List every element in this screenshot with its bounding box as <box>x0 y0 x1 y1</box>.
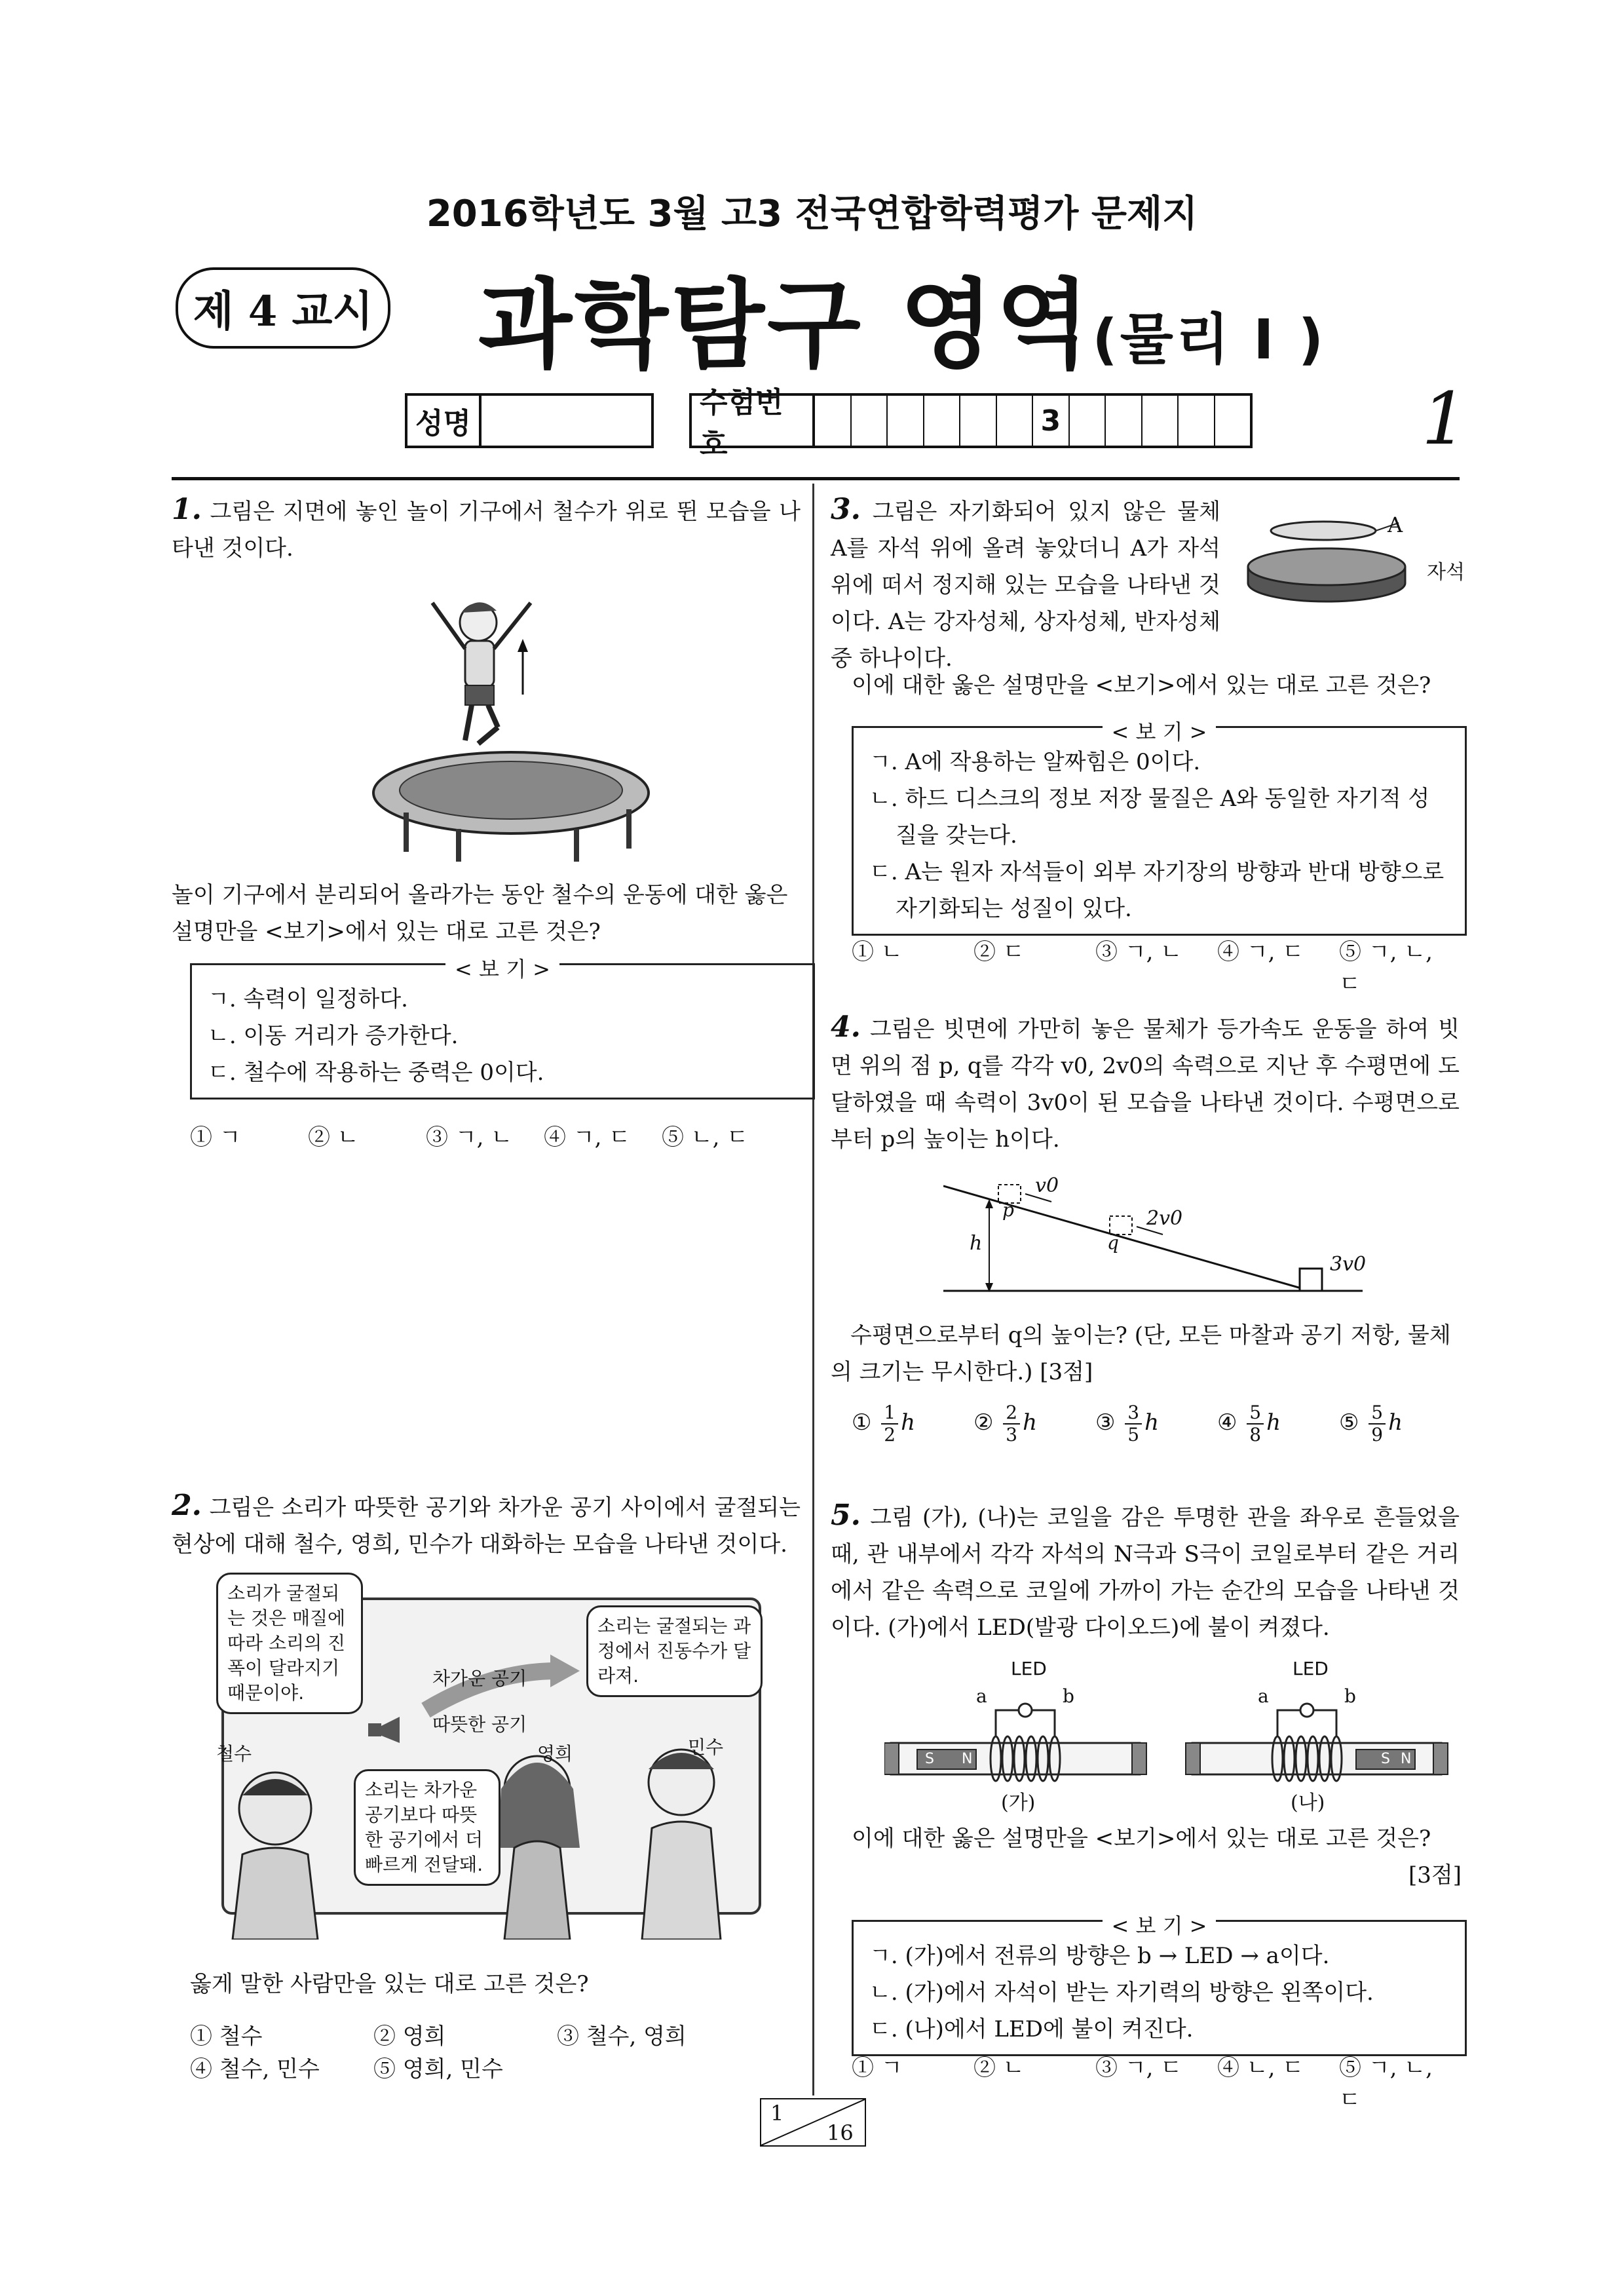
exam-title: 2016학년도 3월 고3 전국연합학력평가 문제지 <box>426 193 1198 235</box>
caption-na: (나) <box>1291 1791 1325 1814</box>
label-v0: v0 <box>1035 1174 1059 1197</box>
question-text: 그림은 지면에 놓인 놀이 기구에서 철수가 위로 뛴 모습을 나타낸 것이다. <box>172 499 801 562</box>
bogi-item: ㄱ. (가)에서 전류의 방향은 b → LED → a이다. <box>869 1943 1330 1969</box>
question-2-prompt: 옳게 말한 사람만을 있는 대로 고른 것은? <box>190 1971 589 1997</box>
question-number: 1. <box>172 493 202 526</box>
name-box <box>405 393 654 448</box>
option[interactable]: ① ㄴ <box>852 939 903 965</box>
cold-air-label: 차가운 공기 <box>432 1668 527 1689</box>
option[interactable]: ② ㄴ <box>308 1124 359 1151</box>
question-4 <box>831 1009 1460 1158</box>
question-number: 4. <box>831 1010 861 1044</box>
question-number: 3. <box>831 493 861 526</box>
bogi-item: ㄱ. A에 작용하는 알짜힘은 0이다. <box>869 749 1201 775</box>
bogi-item: ㄴ. 하드 디스크의 정보 저장 물질은 A와 동일한 자기적 성질을 갖는다. <box>869 786 1430 849</box>
magnet-illustration <box>1241 505 1464 603</box>
name-field <box>482 396 651 446</box>
id-digit <box>888 396 924 446</box>
bogi-item: ㄱ. 속력이 일정하다. <box>208 986 408 1012</box>
option[interactable]: ③ 철수, 영희 <box>557 2023 687 2050</box>
coil-illustration <box>884 1658 1474 1815</box>
warm-air-label: 따뜻한 공기 <box>432 1713 527 1735</box>
question-4-prompt: 수평면으로부터 q의 높이는? (단, 모든 마찰과 공기 저항, 물체의 크기는 무시한다.) [3점] <box>831 1322 1451 1385</box>
label-2v0: 2v0 <box>1146 1207 1183 1230</box>
id-digit <box>1142 396 1179 446</box>
option[interactable]: ⑤ $\frac{5}{9}$ h <box>1339 1402 1403 1445</box>
question-5-prompt: 이에 대한 옳은 설명만을 <보기>에서 있는 대로 고른 것은? <box>852 1826 1431 1852</box>
name-minsu: 민수 <box>688 1736 724 1758</box>
question-2-options-row1 <box>190 2018 740 2050</box>
question-5 <box>831 1497 1460 1646</box>
header-rule <box>172 477 1460 480</box>
question-text: 그림 (가), (나)는 코일을 감은 투명한 관을 좌우로 흔들었을 때, 관 내부에서 각각 자석의 N극과 S극이 코일로부터 같은 거리에서 같은 속력으로 코일에 가까이 가는 순간의 모습을 나타낸 것이다. (가)에서 LED(발광 다이오드)에 불이 켜졌다. <box>831 1504 1460 1641</box>
option[interactable]: ③ ㄱ, ㄷ <box>1095 2055 1182 2081</box>
bogi-title: < 보 기 > <box>1103 1913 1217 1938</box>
question-1 <box>172 491 801 567</box>
question-2 <box>172 1487 801 1563</box>
question-3-options <box>852 934 1461 998</box>
name-chulsu: 철수 <box>216 1743 252 1765</box>
option[interactable]: ① ㄱ <box>190 1124 241 1151</box>
trampoline-illustration <box>367 577 662 865</box>
page-number: 1 <box>1422 377 1467 461</box>
label-magnet: 자석 <box>1427 561 1465 584</box>
bogi-title: < 보 기 > <box>445 957 559 982</box>
speech-bubble-younghee: 소리는 차가운 공기보다 따뜻한 공기에서 더 빠르게 전달돼. <box>354 1769 500 1886</box>
question-1-bogi <box>190 957 815 1100</box>
led-label: LED <box>1011 1658 1047 1679</box>
pole-s: S <box>925 1751 934 1767</box>
question-3-bogi <box>852 719 1467 936</box>
terminal-b: b <box>1063 1685 1074 1707</box>
option[interactable]: ⑤ ㄱ, ㄴ, ㄷ <box>1339 2055 1433 2113</box>
pole-n: N <box>962 1751 973 1767</box>
option[interactable]: ③ ㄱ, ㄴ <box>426 1124 513 1151</box>
option[interactable]: ② $\frac{2}{3}$ h <box>973 1402 1038 1445</box>
option[interactable]: ① $\frac{1}{2}$ h <box>852 1402 916 1445</box>
question-5-points: [3점] <box>1408 1862 1462 1888</box>
question-1-options <box>190 1119 780 1151</box>
bogi-item: ㄴ. (가)에서 자석이 받는 자기력의 방향은 왼쪽이다. <box>869 1980 1374 2006</box>
option[interactable]: ② ㄷ <box>973 939 1025 965</box>
option[interactable]: ⑤ 영희, 민수 <box>373 2056 503 2082</box>
bogi-item: ㄷ. A는 원자 자석들이 외부 자기장의 방향과 반대 방향으로 자기화되는 성질이 있다. <box>869 859 1445 922</box>
bogi-title: < 보 기 > <box>1103 719 1217 744</box>
id-digit <box>1106 396 1142 446</box>
option[interactable]: ① ㄱ <box>852 2055 903 2081</box>
incline-illustration <box>943 1173 1376 1297</box>
id-digit <box>997 396 1034 446</box>
id-digit <box>1070 396 1106 446</box>
pole-n: N <box>1401 1751 1412 1767</box>
question-3-prompt: 이에 대한 옳은 설명만을 <보기>에서 있는 대로 고른 것은? <box>852 672 1431 698</box>
label-3v0: 3v0 <box>1330 1253 1367 1276</box>
subject-sub: (물리 I ) <box>1092 307 1327 372</box>
subject-main: 과학탐구 영역 <box>478 269 1093 381</box>
footer-total: 16 <box>827 2120 854 2145</box>
footer-page-box <box>760 2098 866 2147</box>
name-label: 성명 <box>407 396 482 446</box>
terminal-b: b <box>1344 1685 1356 1707</box>
id-digit <box>960 396 997 446</box>
option[interactable]: ② 영희 <box>373 2023 446 2050</box>
option[interactable]: ① 철수 <box>190 2023 263 2050</box>
footer-page: 1 <box>770 2101 784 2126</box>
id-label: 수험번호 <box>692 396 815 446</box>
option[interactable]: ④ 철수, 민수 <box>190 2056 320 2082</box>
id-digit <box>1215 396 1251 446</box>
option[interactable]: ② ㄴ <box>973 2055 1025 2081</box>
question-text: 그림은 자기화되어 있지 않은 물체 A를 자석 위에 올려 놓았더니 A가 자석 위에 떠서 정지해 있는 모습을 나타낸 것이다. A는 강자성체, 상자성체, 반자성체 중 하나이다. <box>831 499 1221 672</box>
label-p: p <box>1002 1199 1014 1221</box>
speech-bubble-chulsu: 소리가 굴절되는 것은 매질에 따라 소리의 진폭이 달라지기 때문이야. <box>216 1573 363 1714</box>
id-cells <box>815 396 1250 446</box>
option[interactable]: ④ ㄱ, ㄷ <box>1217 939 1304 965</box>
coil-drawing <box>884 1658 1474 1815</box>
option[interactable]: ③ $\frac{3}{5}$ h <box>1095 1402 1160 1445</box>
question-4-options <box>852 1402 1461 1445</box>
pole-s: S <box>1381 1751 1390 1767</box>
id-digit <box>924 396 961 446</box>
subject-title <box>478 248 1326 387</box>
option[interactable]: ③ ㄱ, ㄴ <box>1095 939 1182 965</box>
caption-ga: (가) <box>1001 1791 1036 1814</box>
terminal-a: a <box>1258 1685 1269 1707</box>
question-5-bogi <box>852 1913 1467 2056</box>
column-divider <box>812 484 814 2095</box>
id-box <box>689 386 1253 461</box>
option[interactable]: ⑤ ㄴ, ㄷ <box>662 1124 749 1151</box>
bogi-item: ㄷ. 철수에 작용하는 중력은 0이다. <box>208 1060 544 1086</box>
question-number: 2. <box>172 1489 202 1522</box>
name-younghee: 영희 <box>537 1743 573 1765</box>
label-h: h <box>970 1232 983 1255</box>
question-number: 5. <box>831 1499 861 1532</box>
bogi-item: ㄴ. 이동 거리가 증가한다. <box>208 1023 459 1049</box>
id-digit <box>852 396 888 446</box>
label-q: q <box>1107 1232 1119 1253</box>
bogi-item: ㄷ. (나)에서 LED에 불이 켜진다. <box>869 2016 1194 2042</box>
option[interactable]: ④ ㄱ, ㄷ <box>544 1124 631 1151</box>
id-digit: 3 <box>1033 396 1070 446</box>
period-badge: 제 4 교시 <box>176 267 390 349</box>
option[interactable]: ④ ㄴ, ㄷ <box>1217 2055 1304 2081</box>
question-text: 그림은 소리가 따뜻한 공기와 차가운 공기 사이에서 굴절되는 현상에 대해 철수, 영희, 민수가 대화하는 모습을 나타낸 것이다. <box>172 1495 801 1558</box>
id-digit <box>815 396 852 446</box>
led-label: LED <box>1293 1658 1329 1679</box>
question-1-prompt: 놀이 기구에서 분리되어 올라가는 동안 철수의 운동에 대한 옳은 설명만을 <보기>에서 있는 대로 고른 것은? <box>172 882 788 945</box>
id-digit <box>1179 396 1215 446</box>
question-3 <box>831 491 1220 677</box>
label-a: A <box>1388 512 1403 537</box>
terminal-a: a <box>976 1685 987 1707</box>
option[interactable]: ⑤ ㄱ, ㄴ, ㄷ <box>1339 939 1433 997</box>
conversation-illustration <box>216 1573 766 1940</box>
question-2-options-row2 <box>190 2051 740 2083</box>
option[interactable]: ④ $\frac{5}{8}$ h <box>1217 1402 1281 1445</box>
question-text: 그림은 빗면에 가만히 놓은 물체가 등가속도 운동을 하여 빗면 위의 점 p, q를 각각 v0, 2v0의 속력으로 지난 후 수평면에 도달하였을 때 속력이 3v0이 된 모습을 나타낸 것이다. 수평면으로부터 p의 높이는 h이다. <box>831 1016 1460 1153</box>
question-5-options <box>852 2050 1461 2114</box>
speech-bubble-minsu: 소리는 굴절되는 과정에서 진동수가 달라져. <box>586 1605 763 1697</box>
